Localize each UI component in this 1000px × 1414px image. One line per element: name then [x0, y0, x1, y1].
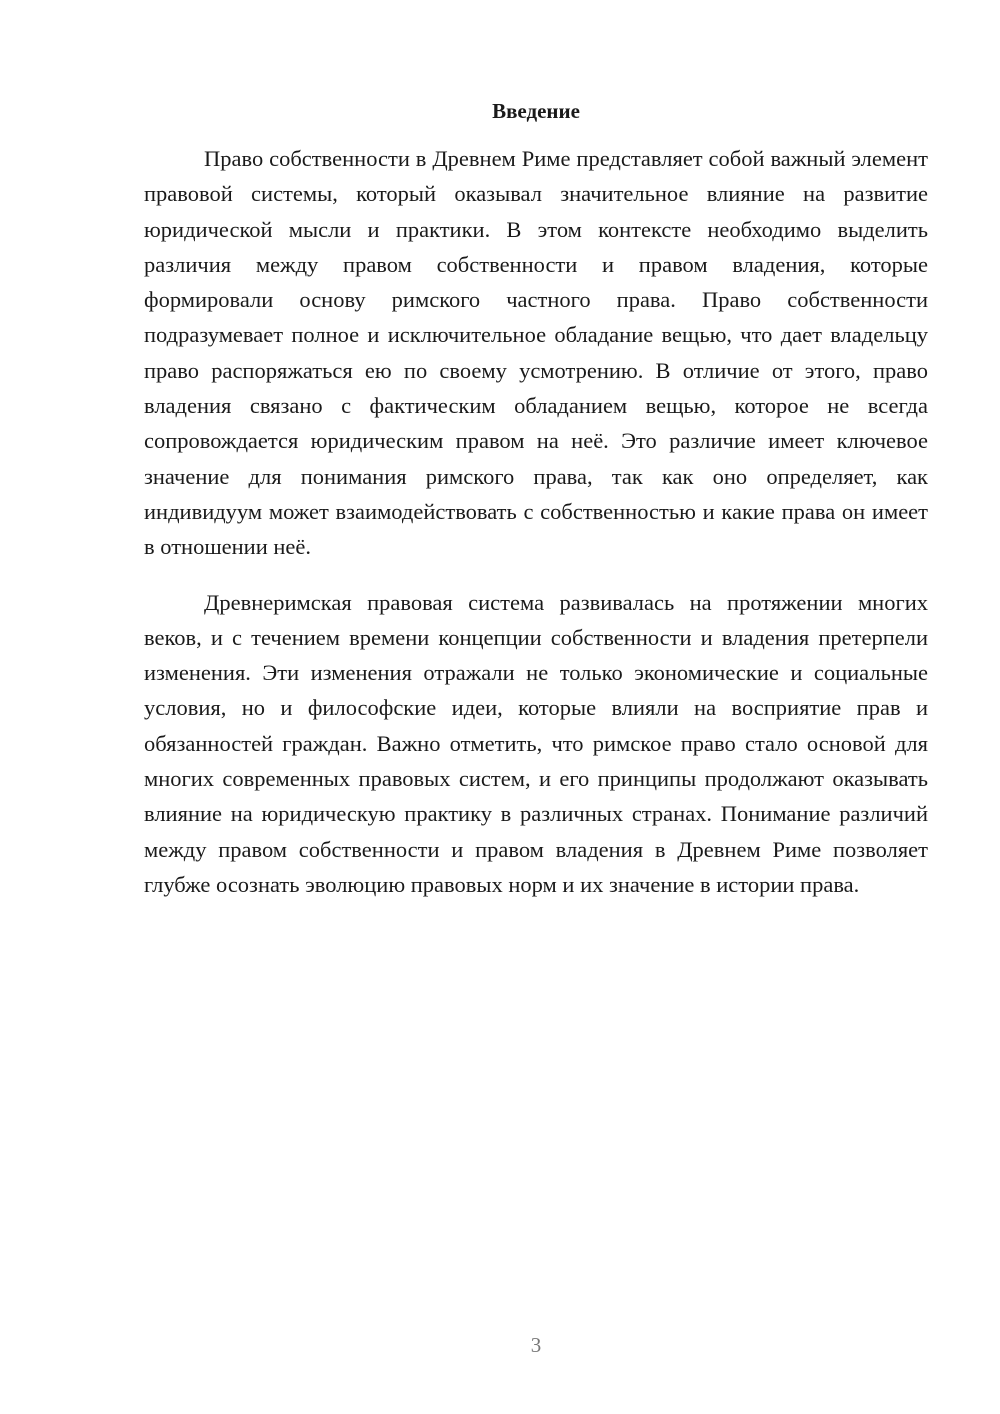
body-text	[144, 141, 928, 902]
paragraph-2: Древнеримская правовая система развивалась на протяжении многих веков, и с течением времени концепции собственности и владения претерпели изменения. Эти изменения отражали не только экономические и социальные условия, но и философские идеи, которые влияли на восприятие прав и обязанностей граждан. Важно отметить, что римское право стало основой для многих современных правовых систем, и его принципы продолжают оказывать влияние на юридическую практику в различных странах. Понимание различий между правом собственности и правом владения в Древнем Риме позволяет глубже осознать эволюцию правовых норм и их значение в истории права.	[144, 589, 928, 897]
section-heading: Введение	[492, 99, 580, 123]
page-number: 3	[530, 1333, 542, 1357]
paragraph-1: Право собственности в Древнем Риме представляет собой важный элемент правовой системы, который оказывал значительное влияние на развитие юридической мысли и практики. В этом контексте необходимо выделить различия между правом собственности и правом владения, которые формировали основу римского частного права. Право собственности подразумевает полное и исключительное обладание вещью, что дает владельцу право распоряжаться ею по своему усмотрению. В отличие от этого, право владения связано с фактическим обладанием вещью, которое не всегда сопровождается юридическим правом на неё. Это различие имеет ключевое значение для понимания римского права, так как оно определяет, как индивидуум может взаимодействовать с собственностью и какие права он имеет в отношении неё.	[144, 146, 928, 560]
